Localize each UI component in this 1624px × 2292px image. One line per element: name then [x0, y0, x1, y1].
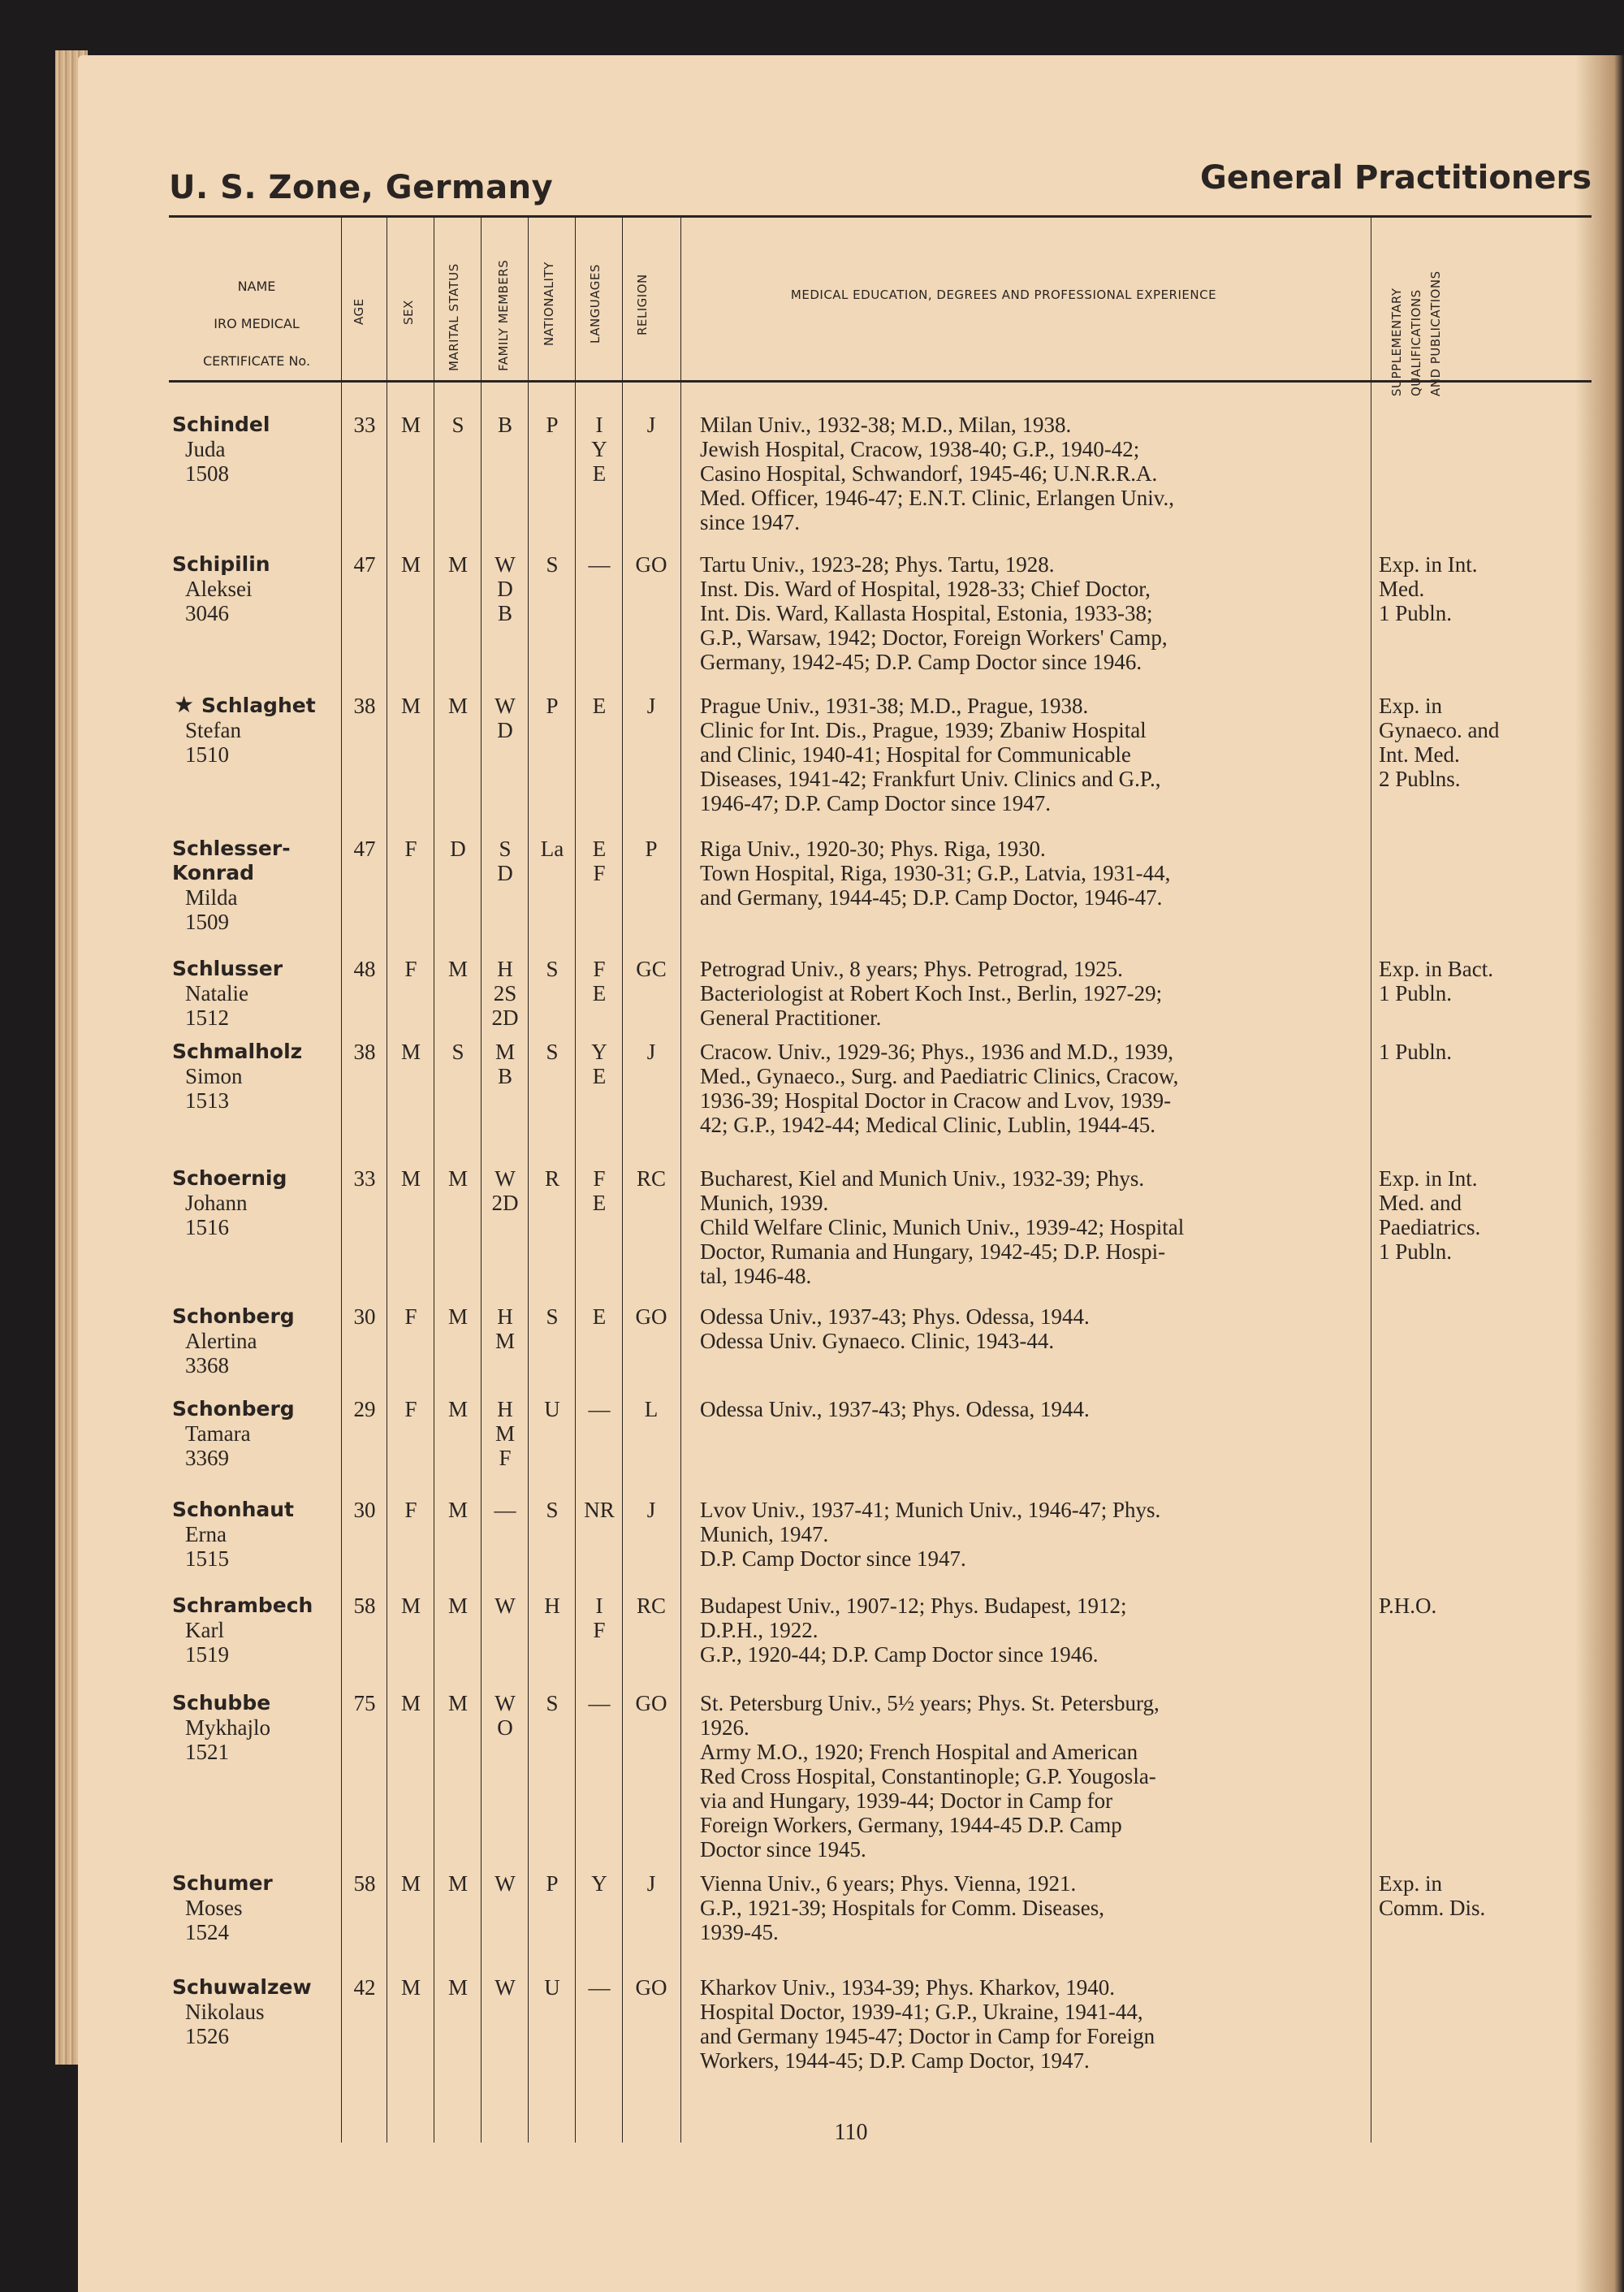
sex-value: M [400, 694, 421, 718]
star-icon: ★ [174, 693, 195, 718]
given-name: Moses [185, 1896, 243, 1920]
marital-value: M [447, 1498, 468, 1522]
education-line: D.P. Camp Doctor since 1947. [700, 1546, 966, 1571]
nationality-value: S [546, 1691, 559, 1715]
supplementary-header-line: AND PUBLICATIONS [1428, 270, 1443, 396]
given-name: Konrad [172, 861, 255, 884]
education-line: 1926. [700, 1715, 749, 1740]
education-line: Bucharest, Kiel and Munich Univ., 1932-39; Phys. [700, 1166, 1145, 1191]
sex-value: M [400, 1166, 421, 1191]
family-value: H [497, 957, 513, 981]
age-value: 30 [353, 1304, 376, 1329]
religion-value: L [644, 1397, 659, 1421]
education-line: Lvov Univ., 1937-41; Munich Univ., 1946-47; Phys. [700, 1498, 1161, 1522]
education-line: Munich, 1939. [700, 1191, 829, 1215]
supplementary-line: Gynaeco. and [1379, 718, 1500, 742]
given-name: Karl [185, 1618, 224, 1642]
education-line: and Germany, 1944-45; D.P. Camp Doctor, 1946-47. [700, 885, 1163, 910]
family-value: F [499, 1446, 512, 1470]
marital-value: D [450, 837, 466, 861]
nationality-value: S [546, 1040, 559, 1064]
supplementary-line: Exp. in Int. [1379, 1166, 1478, 1191]
sex-value: M [400, 1975, 421, 2000]
languages-value: E [592, 1304, 607, 1329]
family-value: M [495, 1421, 515, 1446]
education-line: 1939-45. [700, 1920, 779, 1944]
languages-value: E [592, 981, 607, 1005]
name-header-line: CERTIFICATE No. [202, 353, 311, 369]
marital-value: M [447, 694, 468, 718]
education-line: Med., Gynaeco., Surg. and Paediatric Clinics, Cracow, [700, 1064, 1179, 1088]
family-value: — [494, 1498, 516, 1522]
sex-value: F [404, 957, 417, 981]
surname: Schumer [172, 1871, 273, 1895]
supplementary-column-header [1387, 270, 1445, 396]
supplementary-header-line: SUPPLEMENTARY [1389, 288, 1404, 396]
education-line: Doctor, Rumania and Hungary, 1942-45; D.P. Hospi- [700, 1239, 1166, 1264]
surname: Schindel [172, 413, 270, 436]
religion-value: GC [636, 957, 667, 981]
family-value: 2D [491, 1191, 519, 1215]
age-column-header: AGE [352, 298, 366, 325]
languages-value: F [593, 957, 606, 981]
education-line: Army M.O., 1920; French Hospital and American [700, 1740, 1138, 1764]
age-value: 58 [353, 1594, 376, 1618]
languages-value: F [593, 1618, 606, 1642]
column-divider [575, 218, 576, 2143]
marital-value: M [447, 957, 468, 981]
surname: Schonberg [172, 1304, 295, 1328]
nationality-value: P [546, 694, 559, 718]
marital-value: M [447, 1166, 468, 1191]
family-value: B [497, 1064, 512, 1088]
education-line: Int. Dis. Ward, Kallasta Hospital, Estonia, 1933-38; [700, 601, 1153, 625]
nationality-value: U [544, 1397, 560, 1421]
languages-value: I [595, 1594, 603, 1618]
education-line: Milan Univ., 1932-38; M.D., Milan, 1938. [700, 413, 1072, 437]
family-value: S [499, 837, 512, 861]
family-value: D [497, 861, 513, 885]
family-value: D [497, 577, 513, 601]
education-line: since 1947. [700, 510, 800, 534]
education-line: 1946-47; D.P. Camp Doctor since 1947. [700, 791, 1051, 815]
surname: Schonhaut [172, 1498, 295, 1521]
education-line: Cracow. Univ., 1929-36; Phys., 1936 and M.D., 1939, [700, 1040, 1173, 1064]
certificate-number: 1510 [185, 742, 229, 767]
nationality-column-header: NATIONALITY [542, 262, 556, 346]
book-page [78, 55, 1624, 2292]
nationality-value: S [546, 957, 559, 981]
religion-value: J [646, 694, 656, 718]
name-column-header [175, 268, 338, 380]
sex-value: F [404, 1304, 417, 1329]
religion-value: RC [636, 1594, 667, 1618]
sex-column-header: SEX [401, 300, 416, 325]
nationality-value: S [546, 1498, 559, 1522]
education-line: Riga Univ., 1920-30; Phys. Riga, 1930. [700, 837, 1046, 861]
supplementary-line: Exp. in [1379, 694, 1442, 718]
family-value: M [495, 1329, 515, 1353]
education-line: Budapest Univ., 1907-12; Phys. Budapest, 1912; [700, 1594, 1127, 1618]
education-line: Casino Hospital, Schwandorf, 1945-46; U.N.R.R.A. [700, 461, 1158, 486]
education-line: Munich, 1947. [700, 1522, 829, 1546]
name-header-line: NAME [237, 279, 276, 294]
education-line: Prague Univ., 1931-38; M.D., Prague, 1938. [700, 694, 1089, 718]
supplementary-line: Paediatrics. [1379, 1215, 1481, 1239]
supplementary-line: Exp. in Bact. [1379, 957, 1493, 981]
age-value: 47 [353, 837, 376, 861]
certificate-number: 1512 [185, 1005, 229, 1030]
surname: Schipilin [172, 552, 270, 576]
certificate-number: 1519 [185, 1642, 229, 1667]
sex-value: M [400, 413, 421, 437]
education-line: via and Hungary, 1939-44; Doctor in Camp for [700, 1788, 1113, 1813]
languages-value: — [588, 1691, 611, 1715]
education-line: Odessa Univ., 1937-43; Phys. Odessa, 1944. [700, 1304, 1090, 1329]
family-value: 2S [493, 981, 517, 1005]
languages-value: E [592, 1191, 607, 1215]
certificate-number: 1509 [185, 910, 229, 934]
sex-value: M [400, 1691, 421, 1715]
given-name: Alertina [185, 1329, 257, 1353]
column-divider [680, 218, 681, 2143]
sex-value: F [404, 837, 417, 861]
nationality-value: La [540, 837, 564, 861]
family-value: M [495, 1040, 515, 1064]
marital-value: S [451, 413, 464, 437]
page-gutter [1575, 55, 1624, 2292]
languages-column-header: LANGUAGES [588, 264, 603, 344]
family-value: W [495, 552, 516, 577]
family-value: W [495, 694, 516, 718]
marital-value: M [447, 1397, 468, 1421]
marital-column-header: MARITAL STATUS [447, 263, 461, 371]
family-value: W [495, 1691, 516, 1715]
nationality-value: P [546, 1871, 559, 1896]
education-line: Clinic for Int. Dis., Prague, 1939; Zbaniw Hospital [700, 718, 1147, 742]
education-line: D.P.H., 1922. [700, 1618, 818, 1642]
surname: Schlesser- [172, 837, 291, 860]
given-name: Milda [185, 885, 238, 910]
supplementary-line: 1 Publn. [1379, 981, 1453, 1005]
education-line: Kharkov Univ., 1934-39; Phys. Kharkov, 1940. [700, 1975, 1115, 2000]
age-value: 42 [353, 1975, 376, 2000]
education-line: Foreign Workers, Germany, 1944-45 D.P. Camp [700, 1813, 1122, 1837]
supplementary-line: Exp. in Int. [1379, 552, 1478, 577]
languages-value: E [592, 461, 607, 486]
religion-value: J [646, 1498, 656, 1522]
education-line: Hospital Doctor, 1939-41; G.P., Ukraine, 1941-44, [700, 2000, 1143, 2024]
certificate-number: 1526 [185, 2024, 229, 2048]
family-value: H [497, 1397, 513, 1421]
age-value: 33 [353, 1166, 376, 1191]
sex-value: M [400, 1040, 421, 1064]
section-title: General Practitioners [1200, 159, 1592, 197]
family-value: W [495, 1975, 516, 2000]
nationality-value: R [544, 1166, 559, 1191]
sex-value: M [400, 552, 421, 577]
education-line: Odessa Univ. Gynaeco. Clinic, 1943-44. [700, 1329, 1055, 1353]
education-line: Workers, 1944-45; D.P. Camp Doctor, 1947. [700, 2048, 1090, 2073]
languages-value: E [592, 1064, 607, 1088]
family-value: W [495, 1166, 516, 1191]
family-value: O [497, 1715, 513, 1740]
education-line: and Germany 1945-47; Doctor in Camp for Foreign [700, 2024, 1155, 2048]
languages-value: Y [591, 1040, 607, 1064]
family-value: W [495, 1594, 516, 1618]
education-line: Petrograd Univ., 8 years; Phys. Petrograd, 1925. [700, 957, 1123, 981]
languages-value: Y [591, 437, 607, 461]
languages-value: E [592, 837, 607, 861]
certificate-number: 1513 [185, 1088, 229, 1113]
name-header-line: IRO MEDICAL [214, 316, 300, 331]
certificate-number: 1508 [185, 461, 229, 486]
age-value: 30 [353, 1498, 376, 1522]
certificate-number: 1524 [185, 1920, 229, 1944]
religion-value: RC [636, 1166, 667, 1191]
supplementary-line: 2 Publns. [1379, 767, 1461, 791]
religion-value: GO [635, 1304, 667, 1329]
zone-title: U. S. Zone, Germany [169, 169, 554, 206]
supplementary-line: 1 Publn. [1379, 1239, 1453, 1264]
family-value: H [497, 1304, 513, 1329]
education-line: tal, 1946-48. [700, 1264, 812, 1288]
given-name: Aleksei [185, 577, 253, 601]
languages-value: I [595, 413, 603, 437]
family-value: D [497, 718, 513, 742]
family-value: W [495, 1871, 516, 1896]
age-value: 38 [353, 1040, 376, 1064]
education-line: Jewish Hospital, Cracow, 1938-40; G.P., 1940-42; [700, 437, 1140, 461]
education-line: and Clinic, 1940-41; Hospital for Communicable [700, 742, 1131, 767]
age-value: 29 [353, 1397, 376, 1421]
given-name: Stefan [185, 718, 241, 742]
marital-value: M [447, 1975, 468, 2000]
surname: Schmalholz [172, 1040, 303, 1063]
education-line: Diseases, 1941-42; Frankfurt Univ. Clinics and G.P., [700, 767, 1161, 791]
languages-value: — [588, 552, 611, 577]
supplementary-line: P.H.O. [1379, 1594, 1437, 1618]
supplementary-line: Comm. Dis. [1379, 1896, 1486, 1920]
surname: Schubbe [172, 1691, 271, 1715]
given-name: Tamara [185, 1421, 251, 1446]
certificate-number: 1515 [185, 1546, 229, 1571]
given-name: Mykhajlo [185, 1715, 270, 1740]
supplementary-line: 1 Publn. [1379, 1040, 1453, 1064]
marital-value: M [447, 1304, 468, 1329]
marital-value: S [451, 1040, 464, 1064]
supplementary-line: Med. and [1379, 1191, 1462, 1215]
religion-value: GO [635, 1975, 667, 2000]
given-name: Erna [185, 1522, 227, 1546]
marital-value: M [447, 552, 468, 577]
certificate-number: 1516 [185, 1215, 229, 1239]
certificate-number: 3368 [185, 1353, 229, 1377]
education-line: Town Hospital, Riga, 1930-31; G.P., Latvia, 1931-44, [700, 861, 1171, 885]
given-name: Juda [185, 437, 226, 461]
education-line: Bacteriologist at Robert Koch Inst., Berlin, 1927-29; [700, 981, 1163, 1005]
given-name: Natalie [185, 981, 248, 1005]
age-value: 75 [353, 1691, 376, 1715]
sex-value: M [400, 1594, 421, 1618]
education-line: 42; G.P., 1942-44; Medical Clinic, Lublin, 1944-45. [700, 1113, 1155, 1137]
age-value: 38 [353, 694, 376, 718]
column-divider [622, 218, 623, 2143]
given-name: Simon [185, 1064, 243, 1088]
languages-value: F [593, 861, 606, 885]
education-line: Odessa Univ., 1937-43; Phys. Odessa, 1944. [700, 1397, 1090, 1421]
column-divider [481, 218, 482, 2143]
surname: Schrambech [172, 1594, 313, 1617]
languages-value: Y [591, 1871, 607, 1896]
education-line: Child Welfare Clinic, Munich Univ., 1939-42; Hospital [700, 1215, 1185, 1239]
nationality-value: P [546, 413, 559, 437]
religion-value: P [645, 837, 658, 861]
education-line: Vienna Univ., 6 years; Phys. Vienna, 1921. [700, 1871, 1077, 1896]
surname: Schlaghet [201, 694, 316, 717]
religion-value: GO [635, 1691, 667, 1715]
education-line: General Practitioner. [700, 1005, 882, 1030]
age-value: 48 [353, 957, 376, 981]
family-value: B [497, 413, 512, 437]
sex-value: F [404, 1397, 417, 1421]
given-name: Nikolaus [185, 2000, 265, 2024]
education-column-header: MEDICAL EDUCATION, DEGREES AND PROFESSIONAL EXPERIENCE [790, 288, 1217, 302]
nationality-value: U [544, 1975, 560, 2000]
sex-value: F [404, 1498, 417, 1522]
age-value: 58 [353, 1871, 376, 1896]
education-line: Tartu Univ., 1923-28; Phys. Tartu, 1928. [700, 552, 1055, 577]
surname: Schonberg [172, 1397, 295, 1421]
supplementary-line: 1 Publn. [1379, 601, 1453, 625]
marital-value: M [447, 1871, 468, 1896]
surname: Schlusser [172, 957, 283, 980]
sex-value: M [400, 1871, 421, 1896]
education-line: St. Petersburg Univ., 5½ years; Phys. St. Petersburg, [700, 1691, 1160, 1715]
nationality-value: S [546, 552, 559, 577]
religion-value: J [646, 1040, 656, 1064]
education-line: Red Cross Hospital, Constantinople; G.P. Yougosla- [700, 1764, 1156, 1788]
page-number: 110 [834, 2120, 868, 2145]
nationality-value: H [544, 1594, 560, 1618]
age-value: 47 [353, 552, 376, 577]
education-line: Doctor since 1945. [700, 1837, 866, 1862]
education-line: G.P., 1920-44; D.P. Camp Doctor since 1946. [700, 1642, 1099, 1667]
religion-value: J [646, 413, 656, 437]
header-top-rule [169, 215, 1592, 218]
education-line: G.P., Warsaw, 1942; Doctor, Foreign Workers' Camp, [700, 625, 1168, 650]
given-name: Johann [185, 1191, 248, 1215]
marital-value: M [447, 1594, 468, 1618]
languages-value: F [593, 1166, 606, 1191]
certificate-number: 3369 [185, 1446, 229, 1470]
marital-value: M [447, 1691, 468, 1715]
education-line: Inst. Dis. Ward of Hospital, 1928-33; Chief Doctor, [700, 577, 1151, 601]
certificate-number: 1521 [185, 1740, 229, 1764]
family-value: B [497, 601, 512, 625]
languages-value: E [592, 694, 607, 718]
supplementary-line: Med. [1379, 577, 1425, 601]
education-line: G.P., 1921-39; Hospitals for Comm. Diseases, [700, 1896, 1104, 1920]
supplementary-line: Exp. in [1379, 1871, 1442, 1896]
religion-column-header: RELIGION [635, 274, 650, 335]
religion-value: J [646, 1871, 656, 1896]
surname: Schoernig [172, 1166, 287, 1190]
education-line: Germany, 1942-45; D.P. Camp Doctor since 1946. [700, 650, 1142, 674]
column-divider [528, 218, 529, 2143]
languages-value: NR [584, 1498, 615, 1522]
family-column-header: FAMILY MEMBERS [496, 259, 511, 371]
education-line: 1936-39; Hospital Doctor in Cracow and Lvov, 1939- [700, 1088, 1172, 1113]
certificate-number: 3046 [185, 601, 229, 625]
supplementary-header-line: QUALIFICATIONS [1409, 289, 1423, 396]
supplementary-line: Int. Med. [1379, 742, 1460, 767]
languages-value: — [588, 1975, 611, 2000]
age-value: 33 [353, 413, 376, 437]
nationality-value: S [546, 1304, 559, 1329]
languages-value: — [588, 1397, 611, 1421]
surname: Schuwalzew [172, 1975, 312, 1999]
family-value: 2D [491, 1005, 519, 1030]
religion-value: GO [635, 552, 667, 577]
education-line: Med. Officer, 1946-47; E.N.T. Clinic, Erlangen Univ., [700, 486, 1175, 510]
column-divider [341, 218, 342, 2143]
header-bottom-rule [169, 380, 1592, 383]
